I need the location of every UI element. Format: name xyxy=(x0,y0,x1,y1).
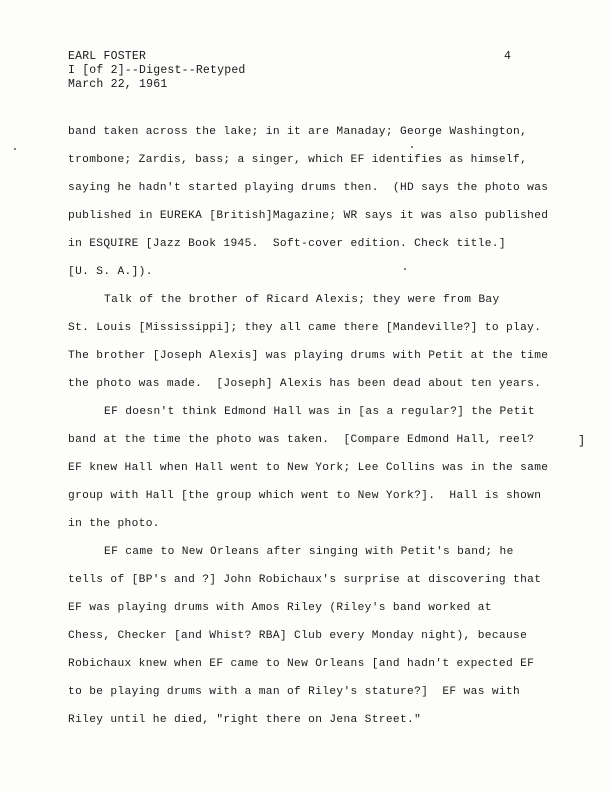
text-line: Chess, Checker [and Whist? RBA] Club every Monday night), because xyxy=(68,630,528,642)
text-line: group with Hall [the group which went to New York?]. Hall is shown xyxy=(68,490,542,502)
text-line: in the photo. xyxy=(68,518,160,530)
document-header xyxy=(68,50,246,92)
header-date: March 22, 1961 xyxy=(68,78,168,91)
text-line: in ESQUIRE [Jazz Book 1945. Soft-cover edition. Check title.] xyxy=(68,238,506,250)
text-line: to be playing drums with a man of Riley's stature?] EF was with xyxy=(68,686,521,698)
scan-speck xyxy=(404,268,406,270)
header-part: I [of 2]--Digest--Retyped xyxy=(68,64,246,77)
text-line: [U. S. A.]). xyxy=(68,266,153,278)
text-line: Robichaux knew when EF came to New Orleans [and hadn't expected EF xyxy=(68,658,535,670)
margin-bracket-mark: ] xyxy=(578,434,586,448)
text-line: EF doesn't think Edmond Hall was in [as a regular?] the Petit xyxy=(104,406,535,418)
text-line: EF came to New Orleans after singing with Petit's band; he xyxy=(104,546,514,558)
text-line: The brother [Joseph Alexis] was playing drums with Petit at the time xyxy=(68,350,549,362)
scan-speck xyxy=(14,148,16,150)
text-line: Talk of the brother of Ricard Alexis; they were from Bay xyxy=(104,294,500,306)
text-line: St. Louis [Mississippi]; they all came there [Mandeville?] to play. xyxy=(68,322,542,334)
text-line: EF was playing drums with Amos Riley (Riley's band worked at xyxy=(68,602,492,614)
header-name: EARL FOSTER xyxy=(68,50,147,63)
text-line: Riley until he died, "right there on Jena Street." xyxy=(68,714,422,726)
text-line: band at the time the photo was taken. [Compare Edmond Hall, reel? xyxy=(68,434,535,446)
text-line: trombone; Zardis, bass; a singer, which EF identifies as himself, xyxy=(68,154,528,166)
text-line: the photo was made. [Joseph] Alexis has been dead about ten years. xyxy=(68,378,542,390)
text-line: saying he hadn't started playing drums then. (HD says the photo was xyxy=(68,182,549,194)
text-line: EF knew Hall when Hall went to New York; Lee Collins was in the same xyxy=(68,462,549,474)
page-number: 4 xyxy=(504,50,511,63)
text-line: tells of [BP's and ?] John Robichaux's surprise at discovering that xyxy=(68,574,542,586)
scan-speck xyxy=(411,146,413,148)
text-line: band taken across the lake; in it are Manaday; George Washington, xyxy=(68,126,528,138)
text-line: published in EUREKA [British]Magazine; WR says it was also published xyxy=(68,210,549,222)
